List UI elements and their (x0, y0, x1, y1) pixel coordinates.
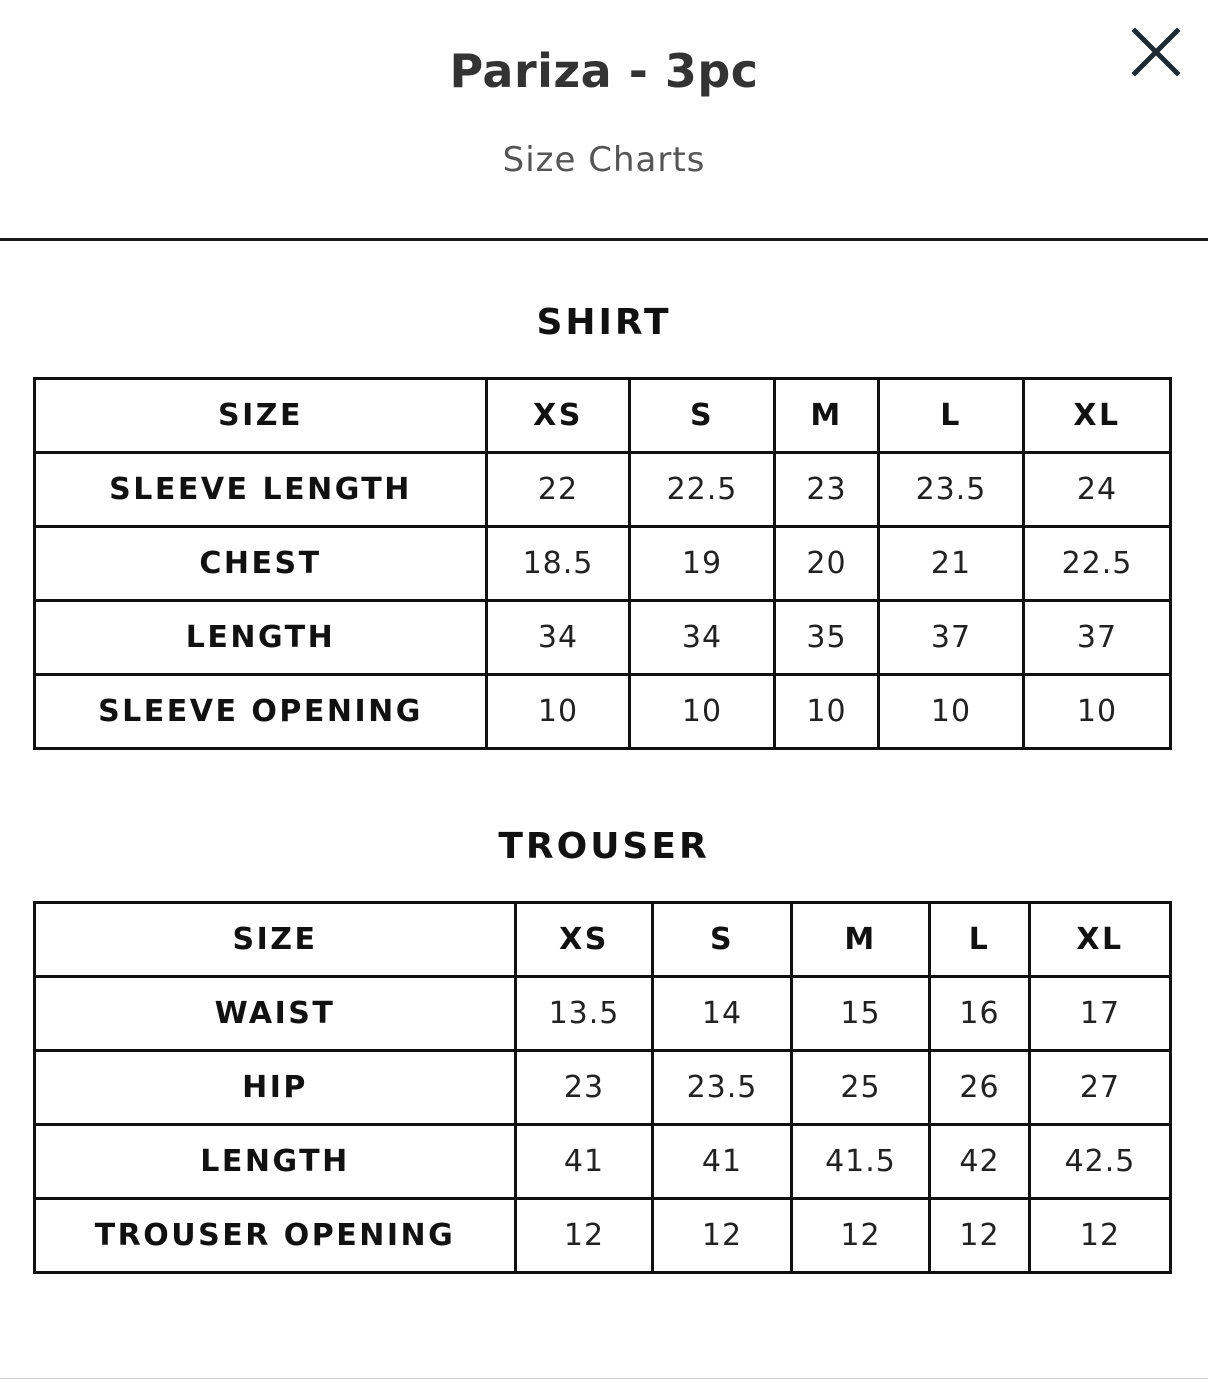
table-row (35, 453, 1171, 527)
header-cell: SIZE (35, 379, 487, 453)
value-cell: 12 (653, 1199, 792, 1273)
header-cell: L (879, 379, 1024, 453)
row-label: LENGTH (35, 1125, 516, 1199)
table-row (35, 527, 1171, 601)
value-cell: 15 (792, 977, 930, 1051)
table-header-row (35, 903, 1171, 977)
value-cell: 18.5 (487, 527, 630, 601)
value-cell: 12 (792, 1199, 930, 1273)
header-divider (0, 238, 1208, 241)
value-cell: 22.5 (630, 453, 775, 527)
header-cell: SIZE (35, 903, 516, 977)
value-cell: 24 (1024, 453, 1171, 527)
page-subtitle: Size Charts (502, 140, 706, 180)
value-cell: 23 (516, 1051, 653, 1125)
header-cell: XL (1024, 379, 1171, 453)
header-cell: XS (516, 903, 653, 977)
bottom-edge (0, 1378, 1208, 1379)
shirt-size-table (33, 377, 1172, 750)
row-label: WAIST (35, 977, 516, 1051)
value-cell: 12 (516, 1199, 653, 1273)
value-cell: 17 (1030, 977, 1171, 1051)
value-cell: 12 (930, 1199, 1030, 1273)
value-cell: 41.5 (792, 1125, 930, 1199)
value-cell: 22 (487, 453, 630, 527)
value-cell: 34 (487, 601, 630, 675)
header-cell: XS (487, 379, 630, 453)
row-label: CHEST (35, 527, 487, 601)
value-cell: 42 (930, 1125, 1030, 1199)
row-label: LENGTH (35, 601, 487, 675)
value-cell: 19 (630, 527, 775, 601)
value-cell: 22.5 (1024, 527, 1171, 601)
header-cell: XL (1030, 903, 1171, 977)
shirt-section-title: SHIRT (536, 302, 672, 343)
table-row (35, 601, 1171, 675)
header-cell: S (653, 903, 792, 977)
table-row (35, 675, 1171, 749)
table-row (35, 1051, 1171, 1125)
header-cell: S (630, 379, 775, 453)
value-cell: 10 (775, 675, 879, 749)
value-cell: 23 (775, 453, 879, 527)
value-cell: 41 (516, 1125, 653, 1199)
value-cell: 26 (930, 1051, 1030, 1125)
value-cell: 21 (879, 527, 1024, 601)
value-cell: 10 (879, 675, 1024, 749)
trouser-section-title: TROUSER (498, 826, 710, 867)
row-label: TROUSER OPENING (35, 1199, 516, 1273)
value-cell: 16 (930, 977, 1030, 1051)
row-label: SLEEVE OPENING (35, 675, 487, 749)
value-cell: 42.5 (1030, 1125, 1171, 1199)
header-cell: L (930, 903, 1030, 977)
value-cell: 41 (653, 1125, 792, 1199)
value-cell: 13.5 (516, 977, 653, 1051)
value-cell: 23.5 (879, 453, 1024, 527)
value-cell: 12 (1030, 1199, 1171, 1273)
table-row (35, 1125, 1171, 1199)
value-cell: 25 (792, 1051, 930, 1125)
trouser-size-table (33, 901, 1172, 1274)
header-cell: M (775, 379, 879, 453)
page-title: Pariza - 3pc (449, 44, 759, 98)
row-label: SLEEVE LENGTH (35, 453, 487, 527)
value-cell: 34 (630, 601, 775, 675)
table-header-row (35, 379, 1171, 453)
value-cell: 10 (1024, 675, 1171, 749)
value-cell: 37 (1024, 601, 1171, 675)
value-cell: 14 (653, 977, 792, 1051)
table-row (35, 977, 1171, 1051)
value-cell: 35 (775, 601, 879, 675)
table-row (35, 1199, 1171, 1273)
value-cell: 10 (630, 675, 775, 749)
value-cell: 37 (879, 601, 1024, 675)
value-cell: 10 (487, 675, 630, 749)
value-cell: 23.5 (653, 1051, 792, 1125)
header-cell: M (792, 903, 930, 977)
value-cell: 20 (775, 527, 879, 601)
value-cell: 27 (1030, 1051, 1171, 1125)
row-label: HIP (35, 1051, 516, 1125)
